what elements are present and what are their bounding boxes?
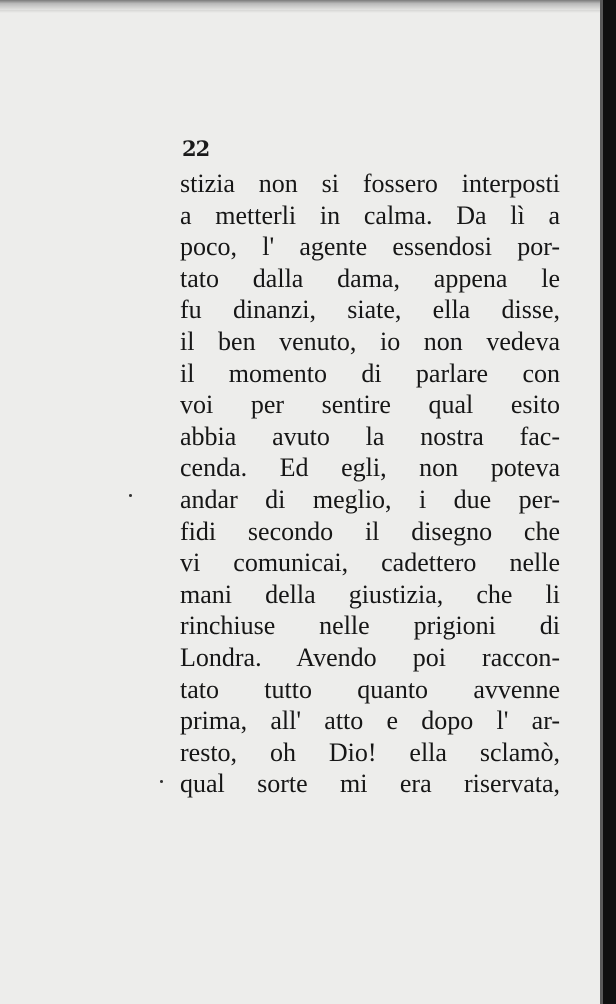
text-line: qual sorte mi era riservata,: [180, 769, 560, 799]
text-line: resto, oh Dio! ella sclamò,: [180, 737, 560, 767]
text-line: a metterli in calma. Da lì a: [180, 200, 560, 230]
text-line: andar di meglio, i due per-: [180, 484, 560, 514]
ink-speck: [160, 780, 163, 783]
text-line: il momento di parlare con: [180, 358, 560, 388]
text-line: tato tutto quanto avvenne: [180, 674, 560, 704]
text-line: fu dinanzi, siate, ella disse,: [180, 295, 560, 325]
text-line: stizia non si fossero interposti: [180, 169, 560, 198]
text-line: voi per sentire qual esito: [180, 390, 560, 420]
text-line: vi comunicai, cadettero nelle: [180, 548, 560, 578]
text-line: cenda. Ed egli, non poteva: [180, 453, 560, 483]
text-line: poco, l' agente essendosi por-: [180, 232, 560, 262]
text-line: tato dalla dama, appena le: [180, 263, 560, 293]
text-line: il ben venuto, io non vedeva: [180, 326, 560, 356]
book-binding-edge: [600, 0, 616, 1004]
text-line: fidi secondo il disegno che: [180, 516, 560, 546]
page-number: 22: [182, 136, 210, 161]
page-top-edge: [0, 0, 600, 10]
body-text: [180, 168, 560, 800]
ink-speck: [129, 494, 132, 497]
text-line: rinchiuse nelle prigioni di: [180, 611, 560, 641]
text-line: abbia avuto la nostra fac-: [180, 421, 560, 451]
text-line: Londra. Avendo poi raccon-: [180, 642, 560, 672]
text-line: prima, all' atto e dopo l' ar-: [180, 706, 560, 736]
text-line: mani della giustizia, che li: [180, 579, 560, 609]
